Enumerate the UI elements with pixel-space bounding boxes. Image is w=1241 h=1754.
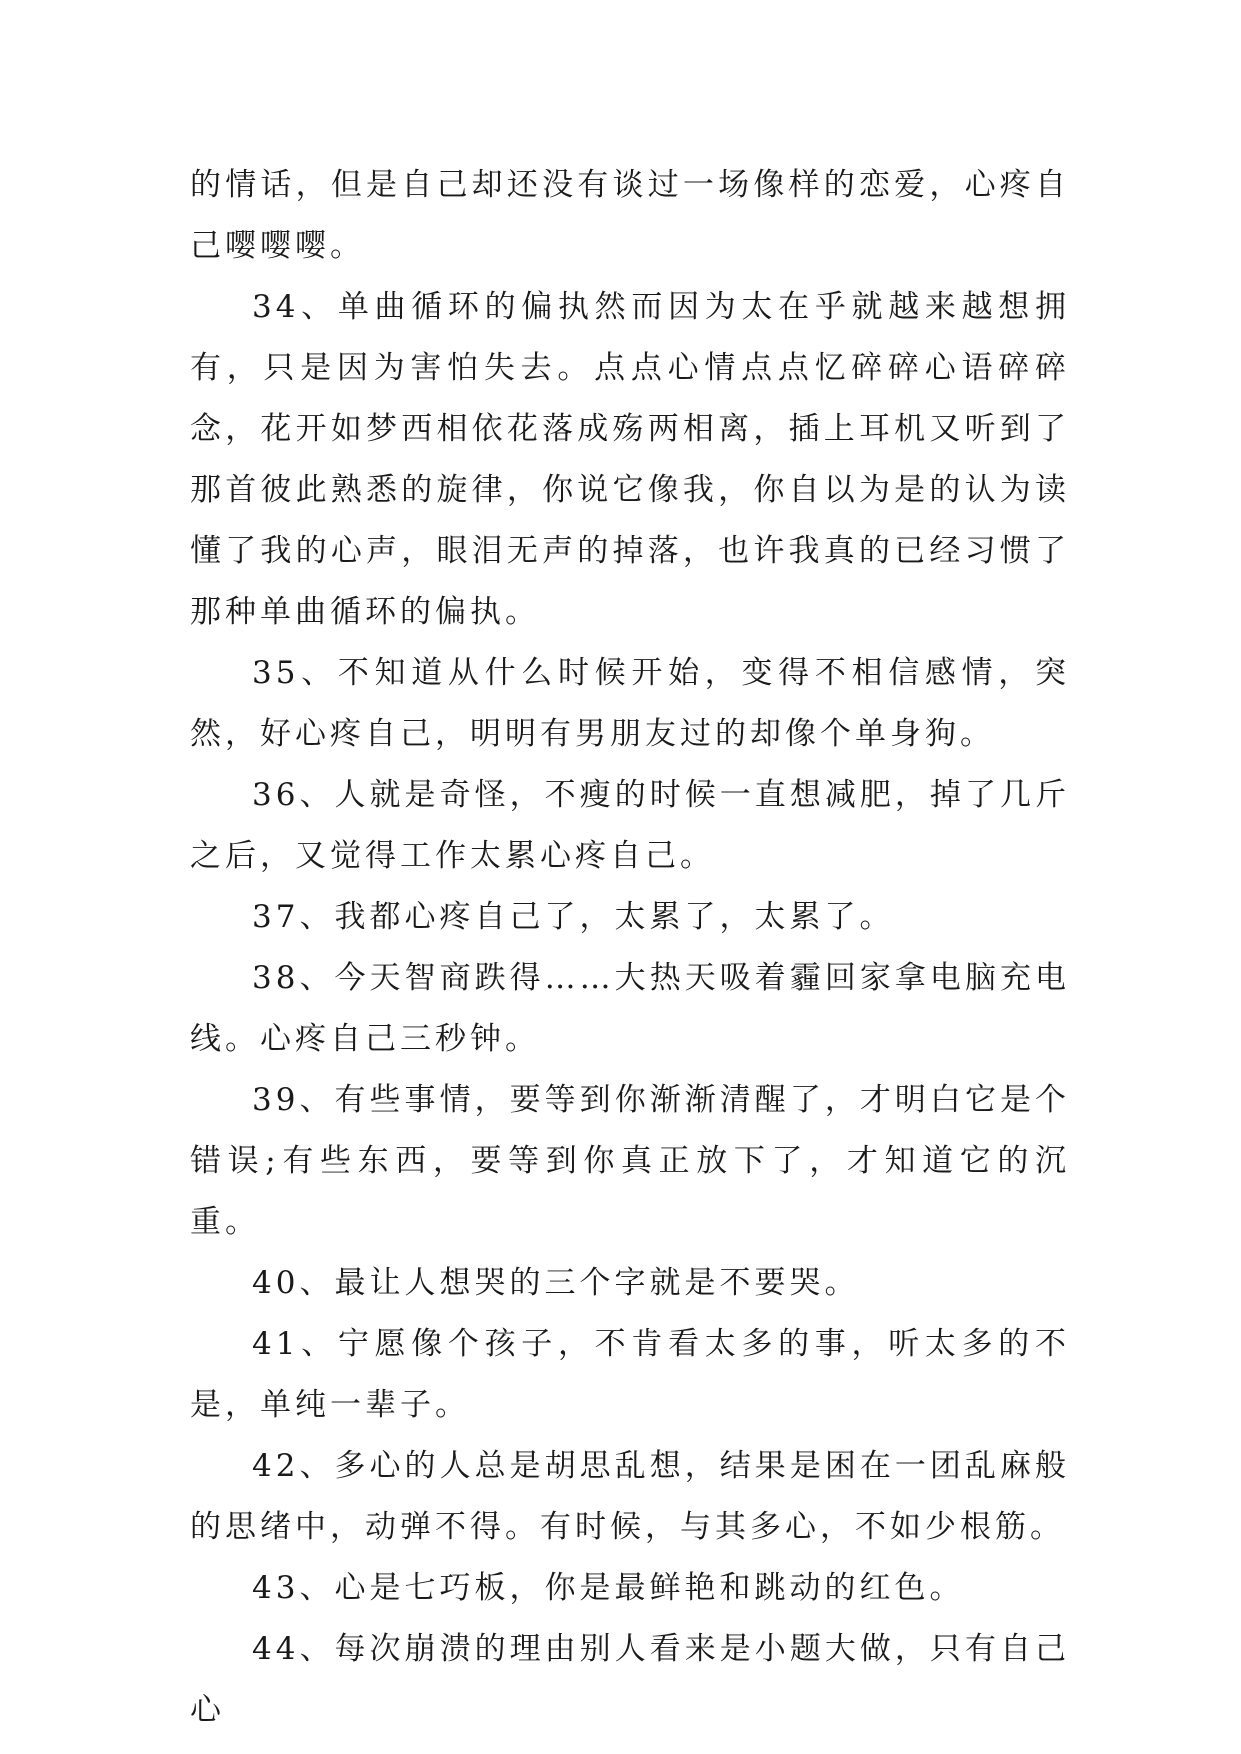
paragraph-36: 36、人就是奇怪，不瘦的时候一直想减肥，掉了几斤之后，又觉得工作太累心疼自己。 bbox=[190, 777, 1070, 874]
paragraph-43: 43、心是七巧板，你是最鲜艳和跳动的红色。 bbox=[252, 1570, 965, 1606]
paragraph-35: 35、不知道从什么时候开始，变得不相信感情，突然，好心疼自己，明明有男朋友过的却像个单身狗。 bbox=[190, 655, 1070, 752]
paragraph-44: 44、每次崩溃的理由别人看来是小题大做，只有自己心 bbox=[190, 1631, 1070, 1728]
paragraph-34: 34、单曲循环的偏执然而因为太在乎就越来越想拥有，只是因为害怕失去。点点心情点点忆碎碎心语碎碎念，花开如梦西相依花落成殇两相离，插上耳机又听到了那首彼此熟悉的旋律，你说它像我，你自以为是的认为读懂了我的心声，眼泪无声的掉落，也许我真的已经习惯了那种单曲循环的偏执。 bbox=[190, 289, 1070, 630]
paragraph-39: 39、有些事情，要等到你渐渐清醒了，才明白它是个错误;有些东西，要等到你真正放下了，才知道它的沉重。 bbox=[190, 1082, 1070, 1240]
paragraph-41: 41、宁愿像个孩子，不肯看太多的事，听太多的不是，单纯一辈子。 bbox=[190, 1326, 1070, 1423]
body-text bbox=[190, 155, 1070, 1741]
paragraph-40: 40、最让人想哭的三个字就是不要哭。 bbox=[252, 1265, 860, 1301]
paragraph-42: 42、多心的人总是胡思乱想，结果是困在一团乱麻般的思绪中，动弹不得。有时候，与其多心，不如少根筋。 bbox=[190, 1448, 1070, 1545]
paragraph-continuation: 的情话，但是自己却还没有谈过一场像样的恋爱，心疼自己嘤嘤嘤。 bbox=[190, 167, 1070, 264]
paragraph-37: 37、我都心疼自己了，太累了，太累了。 bbox=[252, 899, 895, 935]
paragraph-38: 38、今天智商跌得……大热天吸着霾回家拿电脑充电线。心疼自己三秒钟。 bbox=[190, 960, 1070, 1057]
